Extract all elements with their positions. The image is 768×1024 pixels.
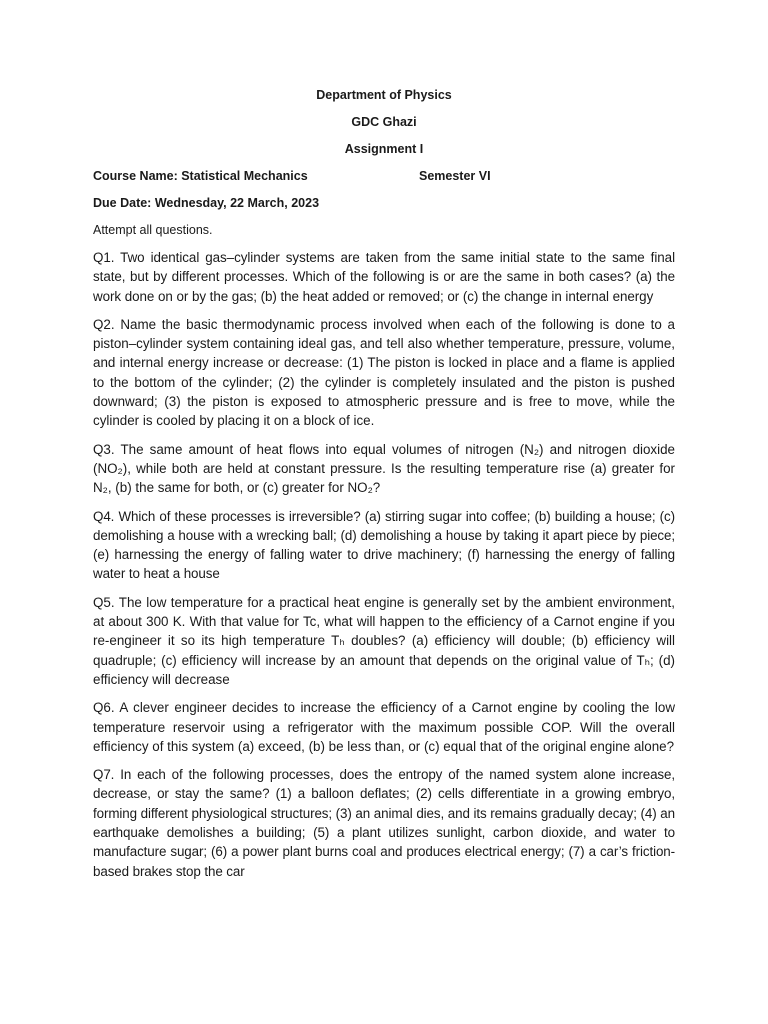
question-4: Q4. Which of these processes is irreversible? (a) stirring sugar into coffee; (b) building a house; (c) demolishing a house with a wrecking ball; (d) demolishing a house by taking it apart piece by piece; (e) harnessing the energy of falling water to drive machinery; (f) harnessing the energy of falling water to heat a house — [93, 508, 675, 582]
question-3: Q3. The same amount of heat flows into equal volumes of nitrogen (N₂) and nitrogen dioxide (NO₂), while both are held at constant pressure. Is the resulting temperature rise (a) greater for N₂, (b) the same for both, or (c) greater for NO₂? — [93, 441, 675, 496]
course-name: Course Name: Statistical Mechanics — [93, 169, 308, 183]
instruction-text: Attempt all questions. — [93, 223, 213, 237]
question-1: Q1. Two identical gas–cylinder systems are taken from the same initial state to the same final state, but by different processes. Which of the following is or are the same in both cases? (a) the work done on or by the gas; (b) the heat added or removed; or (c) the change in internal energy — [93, 250, 675, 304]
question-6: Q6. A clever engineer decides to increase the efficiency of a Carnot engine by cooling the low temperature reservoir using a refrigerator with the maximum possible COP. Will the overall efficiency of this system (a) exceed, (b) be less than, or (c) equal that of the original engine alone? — [93, 700, 675, 754]
question-7: Q7. In each of the following processes, does the entropy of the named system alone increase, decrease, or stay the same? (1) a balloon deflates; (2) cells differentiate in a growing embryo, forming different physiological structures; (3) an animal dies, and its remains gradually decay; (4) an earthquake demolishes a building; (5) a plant utilizes sunlight, carbon dioxide, and water to manufacture sugar; (6) a power plant burns coal and produces electrical energy; (7) a car’s friction-based brakes stop the car — [93, 767, 675, 879]
assignment-document — [93, 86, 675, 890]
assignment-title: Assignment I — [344, 142, 424, 156]
department-heading: Department of Physics — [316, 88, 452, 102]
semester-label: Semester VI — [419, 169, 491, 183]
course-info-row — [93, 167, 675, 185]
question-2: Q2. Name the basic thermodynamic process involved when each of the following is done to a piston–cylinder system containing ideal gas, and tell also whether temperature, pressure, volume, and internal energy increase or decrease: (1) The piston is locked in place and a flame is applied to the bottom of the cylinder; (2) the cylinder is completely insulated and the piston is pushed downward; (3) the piston is exposed to atmospheric pressure and is free to move, while the cylinder is cooled by placing it on a block of ice. — [93, 316, 675, 429]
due-date: Due Date: Wednesday, 22 March, 2023 — [93, 196, 320, 210]
question-5: Q5. The low temperature for a practical heat engine is generally set by the ambient environment, at about 300 K. With that value for Tc, what will happen to the efficiency of a Carnot engine if you re-engineer it so its high temperature Tₕ doubles? (a) efficiency will double; (b) efficiency will quadruple; (c) efficiency will increase by an amount that depends on the original value of Tₕ; (d) efficiency will decrease — [93, 594, 675, 687]
college-heading: GDC Ghazi — [351, 115, 417, 129]
